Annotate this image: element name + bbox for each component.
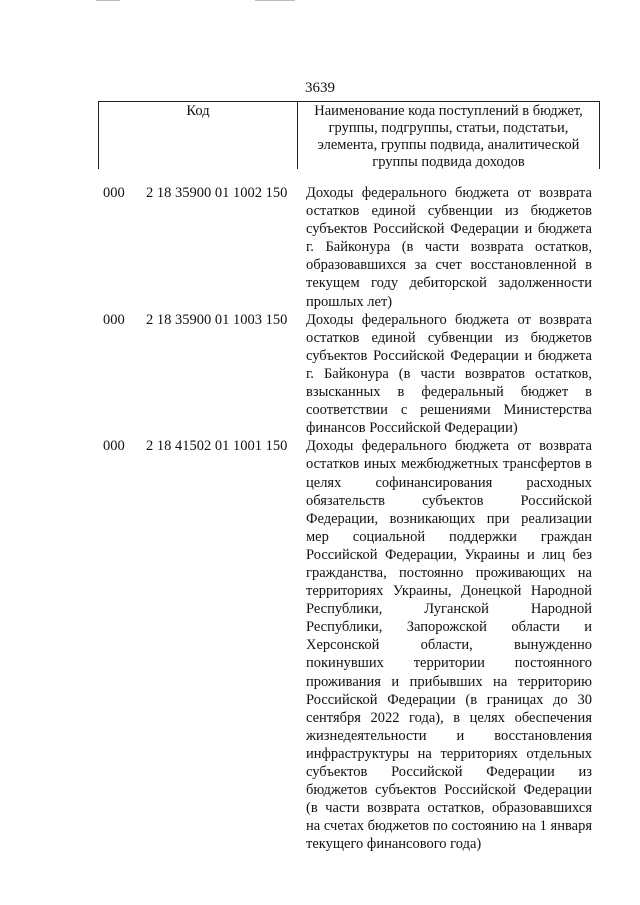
table-row [0, 437, 640, 853]
scan-edge-mark-right [255, 0, 295, 1]
row-description: Доходы федерального бюджета от возврата остатков единой субвенции из бюджетов субъектов Российской Федерации и бюджета г. Байконура (в части возврата остатков, образовавшихся за счет восстановленной в текущем году дебиторской задолженности прошлых лет) [306, 185, 592, 310]
table-row [0, 311, 640, 438]
header-name-column: Наименование кода поступлений в бюджет, группы, подгруппы, статьи, подстатьи, элемента, группы подвида, аналитической группы подвида доходов [314, 103, 583, 170]
row-description: Доходы федерального бюджета от возврата остатков единой субвенции из бюджетов субъектов Российской Федерации и бюджета г. Байконура (в части возвратов остатков, взысканных в федеральный бюджет в соответствии с решениями Министерства финансов Российской Федерации) [306, 311, 592, 437]
table-row [0, 184, 640, 311]
row-income-code: 2 18 41502 01 1001 150 [146, 438, 288, 455]
scan-edge-mark-left [96, 0, 120, 1]
row-income-code: 2 18 35900 01 1003 150 [146, 311, 288, 328]
row-admin-code: 000 [103, 438, 125, 455]
row-admin-code: 000 [103, 311, 125, 328]
table-header [98, 101, 600, 169]
row-admin-code: 000 [103, 185, 125, 201]
row-description: Доходы федерального бюджета от возврата остатков иных межбюджетных трансфертов в целях софинансирования расходных обязательств субъектов Российской Федерации, возникающих при реализации мер социальной поддержки граждан Российской Федерации, Украины и лиц без гражданства, постоянно проживающих на территориях Украины, Донецкой Народной Республики, Луганской Народной Республики, Запорожской области и Херсонской области, вынужденно покинувших территории постоянного проживания и прибывших на территорию Российской Федерации (в границах до 30 сентября 2022 года), в целях обеспечения жизнедеятельности и восстановления инфраструктуры на территориях отдельных субъектов Российской Федерации из бюджетов субъектов Российской Федерации (в части возврата остатков, образовавшихся на счетах бюджетов по состоянию на 1 января текущего финансового года) [306, 438, 592, 853]
income-codes-table [0, 184, 640, 853]
page-number: 3639 [305, 80, 335, 96]
row-income-code: 2 18 35900 01 1002 150 [146, 185, 288, 201]
header-code-column: Код [99, 102, 298, 169]
